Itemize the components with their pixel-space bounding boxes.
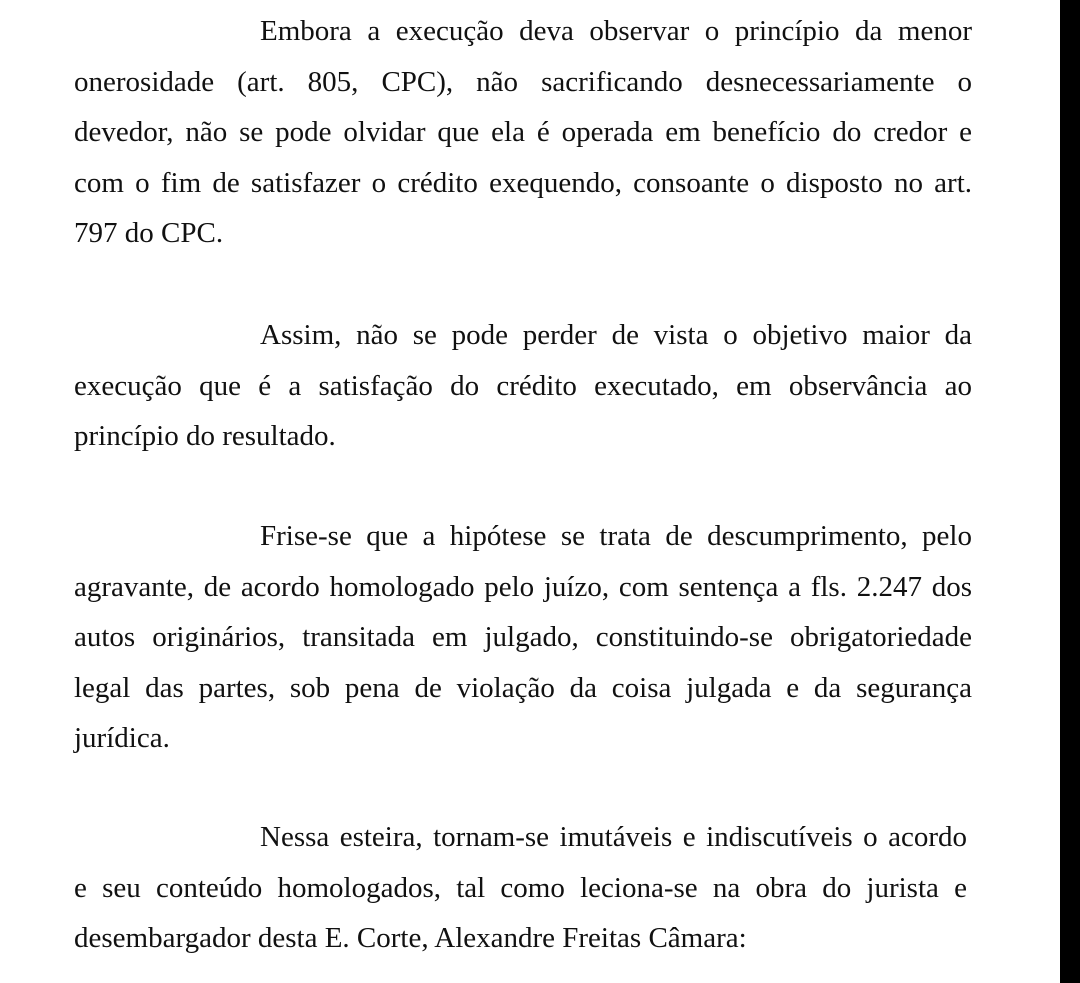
paragraph-noncompliance xyxy=(74,511,972,764)
text-line: Nessa esteira, tornam-se imutáveis e indiscutíveis o acordo xyxy=(260,821,967,853)
paragraph-objective xyxy=(74,310,972,462)
text-line: 797 do CPC. xyxy=(74,217,224,249)
text-line: desembargador desta E. Corte, Alexandre Freitas Câmara: xyxy=(74,922,747,954)
paragraph-minor-onerousness xyxy=(74,6,972,259)
page-edge-border xyxy=(1060,0,1080,983)
text-line: Frise-se que a hipótese se trata de descumprimento, pelo xyxy=(260,520,972,552)
text-line: com o fim de satisfazer o crédito exequendo, consoante o disposto no art. xyxy=(74,166,972,199)
text-line: agravante, de acordo homologado pelo juízo, com sentença a fls. 2.247 dos xyxy=(74,570,972,603)
text-line: execução que é a satisfação do crédito executado, em observância ao xyxy=(74,369,972,402)
text-line: jurídica. xyxy=(74,722,170,754)
text-line: legal das partes, sob pena de violação da coisa julgada e da segurança xyxy=(74,671,972,704)
text-line: autos originários, transitada em julgado, constituindo-se obrigatoriedade xyxy=(74,621,972,653)
text-line: Assim, não se pode perder de vista o objetivo maior da xyxy=(260,319,972,351)
text-line: Embora a execução deva observar o princípio da menor xyxy=(260,15,972,47)
text-line: onerosidade (art. 805, CPC), não sacrificando desnecessariamente o xyxy=(74,65,972,98)
text-line: devedor, não se pode olvidar que ela é operada em benefício do credor e xyxy=(74,116,972,148)
text-line: princípio do resultado. xyxy=(74,420,336,452)
paragraph-res-judicata xyxy=(74,812,967,964)
text-line: e seu conteúdo homologados, tal como leciona-se na obra do jurista e xyxy=(74,871,967,904)
